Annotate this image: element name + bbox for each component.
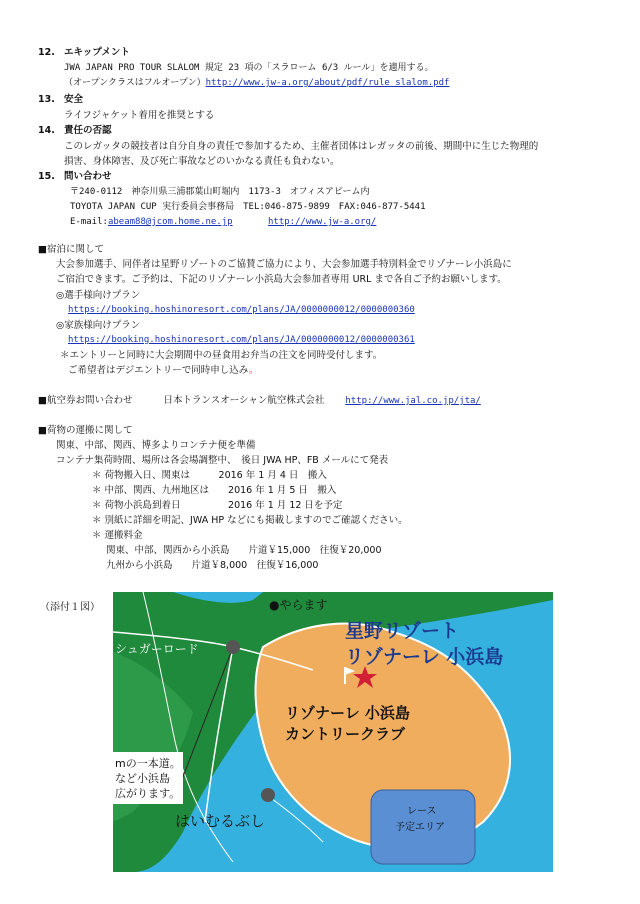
label-note-3: 広がります。 xyxy=(115,787,181,800)
contact-email-row xyxy=(70,216,376,229)
lodging-line1: 大会参加選手、同伴者は星野リゾートのご協賛ご協力により、大会参加選手特別料金でリゾナーレ小浜島に xyxy=(56,259,512,270)
cargo-item: ＊ 中部、関西、九州地区は 2016 年 1 月 5 日 搬入 xyxy=(92,485,337,496)
resort-map xyxy=(113,592,553,872)
section-title: エキップメント xyxy=(64,47,130,58)
label-club-2: カントリークラブ xyxy=(285,725,406,743)
email-link[interactable]: abeam88@jcom.home.ne.jp xyxy=(107,217,233,227)
section-number: 15. xyxy=(38,171,55,182)
section-13-heading xyxy=(38,93,83,106)
section-title: 責任の否認 xyxy=(64,125,112,136)
label-note-1: mの一本道。 xyxy=(115,757,181,770)
section-15-heading xyxy=(38,170,112,183)
cargo-line1: 関東、中部、関西、博多よりコンテナ便を準備 xyxy=(56,440,256,451)
cargo-item: ＊ 運搬料金 xyxy=(92,530,143,541)
air-company: 日本トランスオーシャン航空株式会社 xyxy=(163,395,325,406)
contact-office: TOYOTA JAPAN CUP 実行委員会事務局 TEL:046-875-9899 FAX:046-877-5441 xyxy=(70,202,426,212)
section-12-line2 xyxy=(64,77,449,90)
plan2-label: ◎家族様向けプラン xyxy=(56,320,141,331)
label-haimurubushi: はいむるぶし xyxy=(175,812,266,830)
cargo-item: ＊ 荷物小浜島到着日 2016 年 1 月 12 日を予定 xyxy=(92,500,343,511)
rule-slalom-link[interactable]: http://www.jw-a.org/about/pdf/rule_slalom.pdf xyxy=(205,78,450,88)
label-note-2: など小浜島 xyxy=(115,772,170,785)
plan1-label: ◎選手様向けプラン xyxy=(56,290,141,301)
label-race-area: 予定エリア xyxy=(395,822,445,833)
map-caption: （添付１図） xyxy=(40,602,100,613)
section-14-heading xyxy=(38,124,112,137)
label-race: レース xyxy=(407,806,437,817)
cargo-item: ＊ 荷物搬入日、関東は 2016 年 1 月 4 日 搬入 xyxy=(92,470,327,481)
lunch-note-2 xyxy=(68,364,258,377)
cargo-heading: ■荷物の運搬に関して xyxy=(38,425,133,436)
email-label: E-mail: xyxy=(70,217,108,227)
section-12-line1: JWA JAPAN PRO TOUR SLALOM 規定 23 項の「スラローム 6/3 ルール」を適用する。 xyxy=(64,63,434,73)
air-row xyxy=(38,394,481,408)
cargo-line2: コンテナ集荷時間、場所は各会場調整中、 後日 JWA HP、FB メールにて発表 xyxy=(56,455,389,466)
section-title: 問い合わせ xyxy=(64,171,112,182)
jwa-web-link[interactable]: http://www.jw-a.org/ xyxy=(267,217,377,227)
section-number: 14. xyxy=(38,125,55,136)
section-number: 13. xyxy=(38,94,55,105)
label-risonare: リゾナーレ 小浜島 xyxy=(345,646,504,668)
lunch-note-text: ご希望者はデジエントリーで同時申し込み xyxy=(68,365,249,376)
player-plan-link[interactable]: https://booking.hoshinoresort.com/plans/JA/0000000012/0000000360 xyxy=(68,305,415,315)
sugar-road-marker xyxy=(226,640,240,654)
cargo-fee-1: 関東、中部、関西から小浜島 片道￥15,000 往復￥20,000 xyxy=(106,545,382,556)
lunch-note: ＊エントリーと同時に大会期間中の昼食用お弁当の注文を同時受付します。 xyxy=(60,350,383,361)
cargo-fee-2: 九州から小浜島 片道￥8,000 往復￥16,000 xyxy=(106,560,319,571)
label-hoshino: 星野リゾート xyxy=(345,620,460,642)
label-sugar-road: シュガーロード xyxy=(115,642,199,656)
section-13-line1: ライフジャケット着用を推奨とする xyxy=(64,110,215,121)
air-heading: ■航空券お問い合わせ xyxy=(38,395,133,406)
lodging-line2: ご宿泊できます。ご予約は、下記のリゾナーレ小浜島大会参加者専用 URL まで各自ご予約お願いします。 xyxy=(56,274,507,285)
section-14-line1: このレガッタの競技者は自分自身の責任で参加するため、主催者団体はレガッタの前後、期間中に生じた物理的 xyxy=(64,141,539,152)
lunch-note-end: 。 xyxy=(248,365,259,376)
section-title: 安全 xyxy=(64,94,84,105)
section-12-note: （オープンクラスはフルオープン） xyxy=(64,78,206,88)
contact-address: 〒240-0112 神奈川県三浦郡葉山町堀内 1173-3 オフィスアピーム内 xyxy=(70,187,370,197)
section-number: 12. xyxy=(38,47,55,58)
lodging-heading: ■宿泊に関して xyxy=(38,244,104,255)
family-plan-link[interactable]: https://booking.hoshinoresort.com/plans/JA/0000000012/0000000361 xyxy=(68,335,415,345)
label-club-1: リゾナーレ 小浜島 xyxy=(285,704,410,722)
cargo-item: ＊ 別紙に詳細を明記、JWA HP などにも掲載しますのでご確認ください。 xyxy=(92,515,408,526)
jal-link[interactable]: http://www.jal.co.jp/jta/ xyxy=(345,396,481,406)
section-12-heading xyxy=(38,46,130,59)
section-14-line2: 損害、身体障害、及び死亡事故などのいかなる責任も負わない。 xyxy=(64,156,340,167)
label-yaramasu: ●やらます xyxy=(269,598,328,612)
haimurubushi-marker xyxy=(261,788,275,802)
